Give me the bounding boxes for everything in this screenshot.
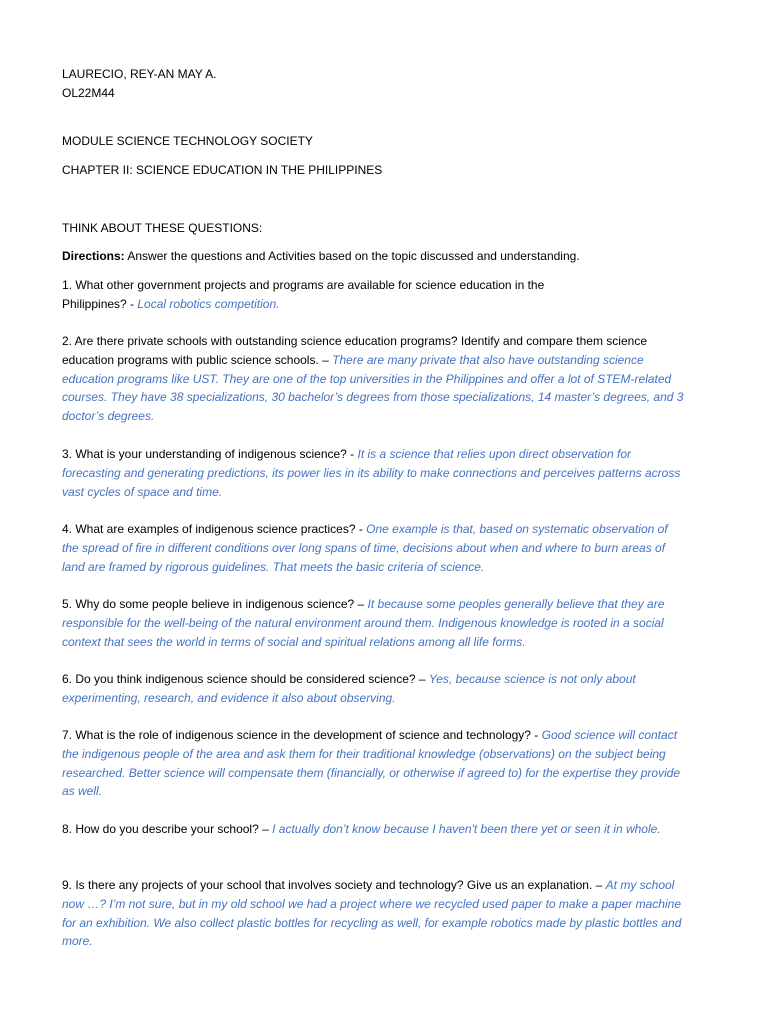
student-section: OL22M44 [62, 86, 115, 100]
answer-8: I actually don’t know because I haven't been there yet or seen it in whole. [272, 822, 661, 836]
module-title: MODULE SCIENCE TECHNOLOGY SOCIETY [62, 134, 313, 148]
answer-1: Local robotics competition. [137, 296, 280, 311]
directions [62, 247, 580, 266]
qa-item-9 [62, 876, 684, 951]
question-8: 8. How do you describe your school? – [62, 822, 273, 836]
question-2: 2. Are there private schools with outstanding science education programs? Identify and compare them science education programs with public science schools. – [62, 334, 647, 367]
student-name: LAURECIO, REY-AN MAY A. [62, 67, 217, 81]
question-9: 9. Is there any projects of your school that involves society and technology? Give us an explanation. – [62, 878, 606, 892]
qa-item-3 [62, 445, 684, 501]
qa-item-7 [62, 726, 684, 801]
answer-6: Yes, because science is not only about experimenting, research, and evidence it also about observing. [62, 672, 636, 705]
section-heading: THINK ABOUT THESE QUESTIONS: [62, 221, 263, 235]
question-7: 7. What is the role of indigenous science in the development of science and technology? - [62, 728, 542, 742]
qa-item-6 [62, 670, 662, 708]
answer-5: It because some peoples generally believe that they are responsible for the well-being of the natural environment around them. Indigenous knowledge is rooted in a social context that sees the world in terms of social and spiritual relations among all life forms. [62, 597, 665, 649]
directions-label: Directions: [62, 249, 125, 263]
question-3: 3. What is your understanding of indigenous science? - [62, 447, 358, 461]
qa-item-4 [62, 520, 684, 576]
answer-7: Good science will contact the indigenous people of the area and ask them for their traditional knowledge (observations) on the subject being researched. Better science will compensate them (financially, or otherwise if agreed to) for the expertise they provide as well. [62, 728, 681, 799]
qa-item-5 [62, 595, 684, 651]
question-4: 4. What are examples of indigenous science practices? - [62, 522, 367, 536]
question-5: 5. Why do some people believe in indigenous science? – [62, 597, 368, 611]
qa-item-8 [62, 820, 662, 839]
qa-item-1 [62, 276, 602, 314]
qa-item-2 [62, 332, 684, 426]
directions-text: Answer the questions and Activities based on the topic discussed and understanding. [124, 249, 580, 263]
question-1: 1. What other government projects and programs are available for science education in the Philippines? - [62, 278, 545, 311]
answer-2: There are many private that also have outstanding science education programs like UST. They are one of the top universities in the Philippines and offer a lot of STEM-related courses. They have 38 specializations, 30 bachelor’s degrees from those specializations, 14 master’s degrees, and 3 doctor’s degrees. [62, 352, 684, 424]
chapter-title: CHAPTER II: SCIENCE EDUCATION IN THE PHILIPPINES [62, 163, 383, 177]
answer-3: It is a science that relies upon direct observation for forecasting and generating predictions, its power lies in its ability to make connections and perceives patterns across vast cycles of space and time. [62, 447, 681, 499]
question-6: 6. Do you think indigenous science should be considered science? – [62, 672, 429, 686]
answer-9: At my school now …? I’m not sure, but in my old school we had a project where we recycled used paper to make a paper machine for an exhibition. We also collect plastic bottles for recycling as well, for example robotics made by plastic bottles and more. [62, 878, 682, 949]
answer-4: One example is that, based on systematic observation of the spread of fire in different conditions over long spans of time, decisions about when and where to burn areas of land are framed by rigorous guidelines. That meets the basic criteria of science. [62, 522, 668, 574]
